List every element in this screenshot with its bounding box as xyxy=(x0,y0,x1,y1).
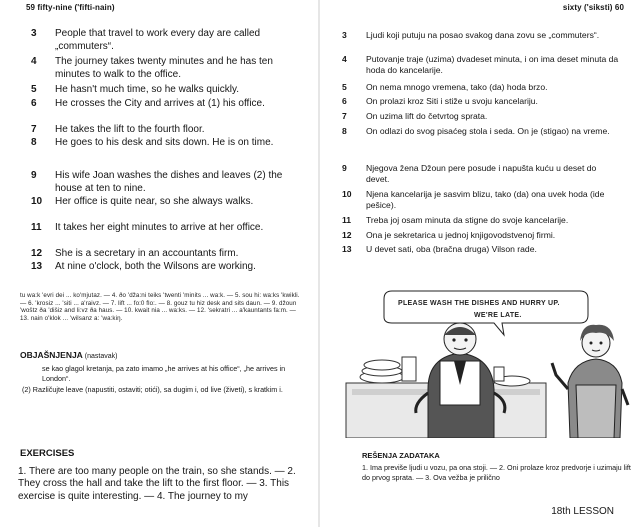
entry-text: U devet sati, oba (bračna druga) Vilson rade. xyxy=(366,244,537,254)
cup-icon xyxy=(402,357,416,381)
cartoon-caption-line-1: PLEASE WASH THE DISHES AND HURRY UP. xyxy=(398,300,560,307)
entry-text: He hasn't much time, so he walks quickly. xyxy=(55,84,240,95)
entry-number: 10 xyxy=(342,189,352,199)
cartoon-illustration xyxy=(344,285,630,438)
entry-row xyxy=(31,28,296,53)
entry-text: She is a secretary in an accountants firm. xyxy=(55,248,239,259)
entry-number: 7 xyxy=(342,111,347,121)
entry-text: Njegova žena Džoun pere posude i napušta kuću u deset do devet. xyxy=(366,163,597,185)
entry-number: 4 xyxy=(31,56,37,67)
entry-number: 12 xyxy=(342,230,352,240)
entry-number: 4 xyxy=(342,54,347,64)
entry-text: Her office is quite near, so she always walks. xyxy=(55,196,254,207)
entry-row xyxy=(31,56,296,81)
entry-text: Putovanje traje (uzima) dvadeset minuta, i on ima deset minuta da hoda do kancelarije. xyxy=(366,54,619,76)
entry-row xyxy=(31,196,296,209)
entry-row xyxy=(31,248,296,261)
lesson-footer: 18th LESSON xyxy=(551,506,614,517)
notes-heading xyxy=(20,350,117,360)
entry-number: 9 xyxy=(31,170,37,181)
entry-row xyxy=(31,261,296,274)
entry-number: 5 xyxy=(31,84,37,95)
answers-title: REŠENJA ZADATAKA xyxy=(362,451,440,460)
note-1: se kao glagol kretanja, pa zato imamo „he arrives at his office“, „he arrives in London“. xyxy=(42,364,286,383)
entry-text: On prolazi kroz Siti i stiže u svoju kancelariju. xyxy=(366,96,538,106)
entry-text: Ona je sekretarica u jednoj knjigovodstvenoj firmi. xyxy=(366,230,556,240)
entry-row xyxy=(342,30,622,41)
entry-row xyxy=(31,222,296,235)
entry-text: The journey takes twenty minutes and he has ten minutes to walk to the office. xyxy=(55,56,273,80)
entry-row xyxy=(342,244,622,255)
entry-text: Treba joj osam minuta da stigne do svoje kancelarije. xyxy=(366,215,569,225)
entry-row xyxy=(342,82,622,93)
entry-row xyxy=(342,215,622,226)
pronunciation-notes: tu wa:k 'evri dei ... ko'mjutaz. — 4. ðo 'dža:ni teiks 'twenti 'minits ... wa:k. — 5. sou hi: wa:ks 'kwikli. — 6. 'krosiz ... 'siti ... a'raivz. — 7. lift ... fo:0 flo:. — 8. gouz tu hiz desk and sits daun. — 9. džoun 'woštz ða 'dišiz and li:vz ða haus. — 10. kwait nia ... wa:ks. — 12. 'sekratri ... a'kauntants fa:m. — 13. nain o'klok ... 'wilsanz a: 'wa:kiŋ. xyxy=(20,292,300,322)
entry-number: 5 xyxy=(342,82,347,92)
entry-number: 7 xyxy=(31,124,37,135)
entry-row xyxy=(31,170,296,195)
entry-text: He crosses the City and arrives at (1) his office. xyxy=(55,98,265,109)
entry-text: At nine o'clock, both the Wilsons are working. xyxy=(55,261,256,272)
entry-text: On uzima lift do četvrtog sprata. xyxy=(366,111,488,121)
entry-text: Njena kancelarija je sasvim blizu, tako (da) ona uvek hoda (ide pešice). xyxy=(366,189,605,211)
cartoon-caption-line-2: WE'RE LATE. xyxy=(474,312,522,319)
entry-number: 10 xyxy=(31,196,43,207)
woman-figure xyxy=(552,325,628,438)
entry-text: He goes to his desk and sits down. He is on time. xyxy=(55,137,274,148)
exercises-title: EXERCISES xyxy=(20,448,75,459)
entry-number: 3 xyxy=(31,28,37,39)
note-2: (2) Različujte leave (napustiti, ostaviti; otići), sa dugim i, od live (živeti), s kratkim i. xyxy=(22,385,283,394)
entry-row xyxy=(31,84,296,97)
exercises-text: 1. There are too many people on the train, so she stands. — 2. They cross the hall and take the lift to the first floor. — 3. This exercise is quite interesting. — 4. The journey to my xyxy=(18,466,296,502)
entry-row xyxy=(31,137,296,150)
entry-number: 11 xyxy=(31,222,42,233)
entry-row xyxy=(342,111,622,122)
entry-text: On nema mnogo vremena, tako (da) hoda brzo. xyxy=(366,82,548,92)
entry-number: 9 xyxy=(342,163,347,173)
entry-number: 6 xyxy=(342,96,347,106)
entry-row xyxy=(31,98,296,111)
entry-number: 13 xyxy=(342,244,352,254)
page-header-left: 59 fifty-nine ('fifti-nain) xyxy=(26,3,115,12)
answers-text: 1. Ima previše ljudi u vozu, pa ona stoji. — 2. Oni prolaze kroz predvorje i uzimaju lift do prvog sprata. — 3. Ova vežba je prilično xyxy=(362,463,631,482)
entry-text: He takes the lift to the fourth floor. xyxy=(55,124,205,135)
left-page xyxy=(0,0,318,527)
entry-number: 3 xyxy=(342,30,347,40)
glass-icon xyxy=(494,367,504,381)
entry-row xyxy=(342,189,622,211)
man-figure xyxy=(416,323,505,438)
entry-text: Ljudi koji putuju na posao svakog dana zovu se „commuters“. xyxy=(366,30,600,40)
entry-number: 8 xyxy=(342,126,347,136)
right-page xyxy=(320,0,638,527)
entry-number: 8 xyxy=(31,137,37,148)
entry-number: 11 xyxy=(342,215,352,225)
entry-row xyxy=(342,126,622,137)
dish-icon xyxy=(364,360,400,370)
notes-subtitle: (nastavak) xyxy=(82,353,118,360)
page-header-right: sixty ('siksti) 60 xyxy=(562,3,624,12)
entry-text: On odlazi do svog pisaćeg stola i seda. On je (stigao) na vreme. xyxy=(366,126,610,136)
entry-number: 13 xyxy=(31,261,43,272)
entry-row xyxy=(31,124,296,137)
entry-row xyxy=(342,96,622,107)
entry-number: 12 xyxy=(31,248,43,259)
entry-text: It takes her eight minutes to arrive at her office. xyxy=(55,222,264,233)
entry-row xyxy=(342,230,622,241)
entry-number: 6 xyxy=(31,98,37,109)
entry-text: People that travel to work every day are called „commuters“. xyxy=(55,28,261,52)
entry-row xyxy=(342,54,622,76)
entry-row xyxy=(342,163,622,185)
entry-text: His wife Joan washes the dishes and leaves (2) the house at ten to nine. xyxy=(55,170,283,194)
notes-title: OBJAŠNJENJA xyxy=(20,350,83,360)
